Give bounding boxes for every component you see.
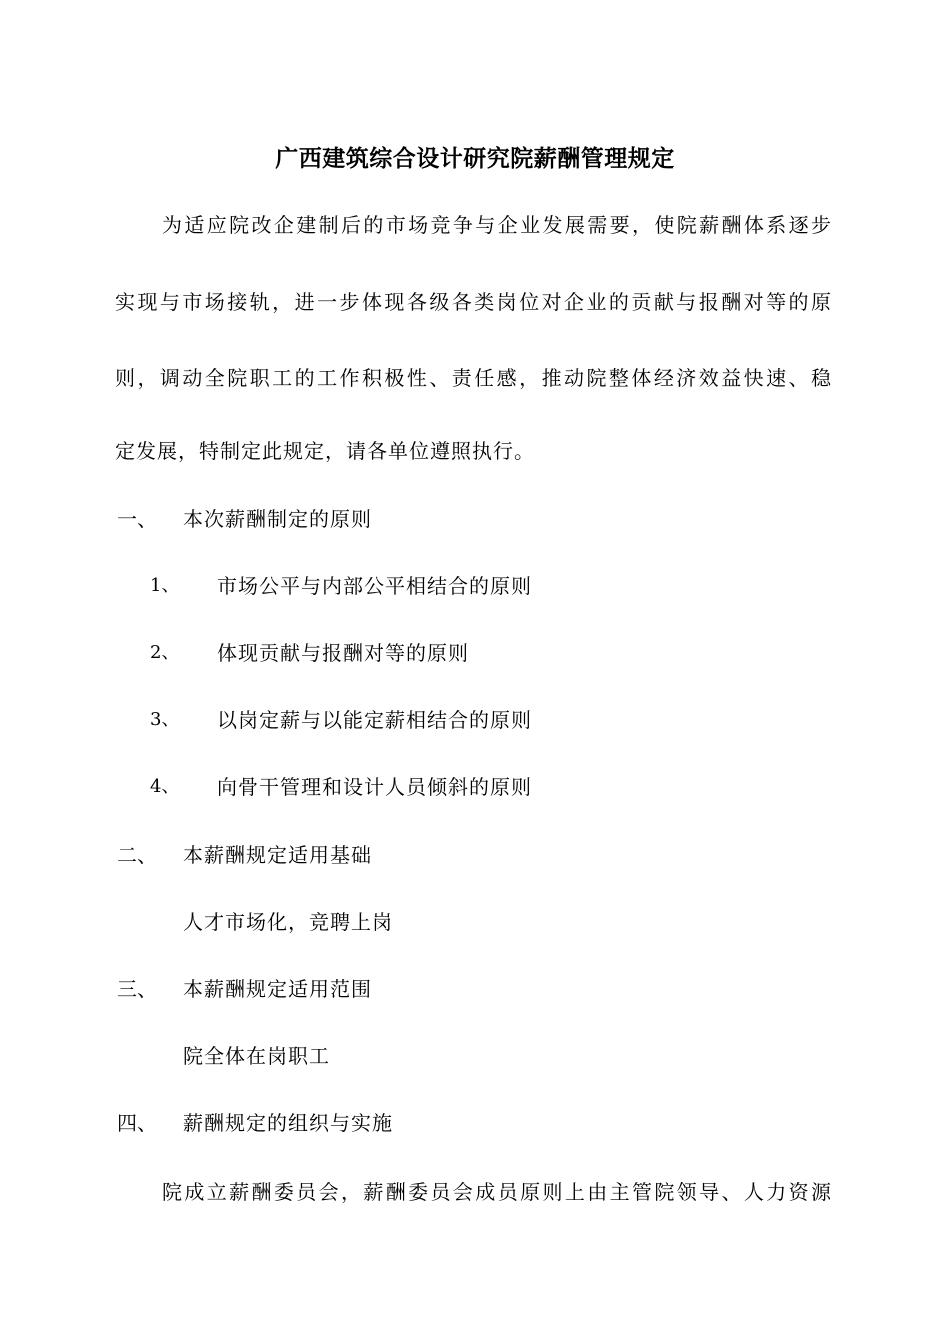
principle-1-number: 1、 [150,575,180,596]
section-4-heading: 薪酬规定的组织与实施 [183,1111,393,1135]
principle-2-number: 2、 [150,642,180,663]
section-4-body-line-1: 院成立薪酬委员会，薪酬委员会成员原则上由主管院领导、人力资源 [162,1180,831,1204]
section-3-number: 三、 [117,977,157,1001]
section-3-body: 院全体在岗职工 [183,1044,330,1068]
principle-3-number: 3、 [150,709,180,730]
section-4-number: 四、 [117,1111,157,1135]
principle-4-number: 4、 [150,776,180,797]
principle-4-text: 向骨干管理和设计人员倾斜的原则 [217,775,532,799]
section-2-body: 人才市场化，竞聘上岗 [183,910,393,934]
section-2-heading: 本薪酬规定适用基础 [183,843,372,867]
principle-3-text: 以岗定薪与以能定薪相结合的原则 [217,708,532,732]
intro-line-2: 实现与市场接轨，进一步体现各级各类岗位对企业的贡献与报酬对等的原 [115,290,831,314]
section-1-number: 一、 [117,507,157,531]
principle-1-text: 市场公平与内部公平相结合的原则 [217,574,532,598]
document-title: 广西建筑综合设计研究院薪酬管理规定 [275,146,675,172]
principle-2-text: 体现贡献与报酬对等的原则 [217,641,469,665]
intro-line-4: 定发展，特制定此规定，请各单位遵照执行。 [115,439,535,463]
section-2-number: 二、 [117,843,157,867]
section-3-heading: 本薪酬规定适用范围 [183,977,372,1001]
intro-line-3: 则，调动全院职工的工作积极性、责任感，推动院整体经济效益快速、稳 [115,366,831,390]
section-1-heading: 本次薪酬制定的原则 [183,507,372,531]
intro-line-1: 为适应院改企建制后的市场竞争与企业发展需要，使院薪酬体系逐步 [162,213,831,237]
